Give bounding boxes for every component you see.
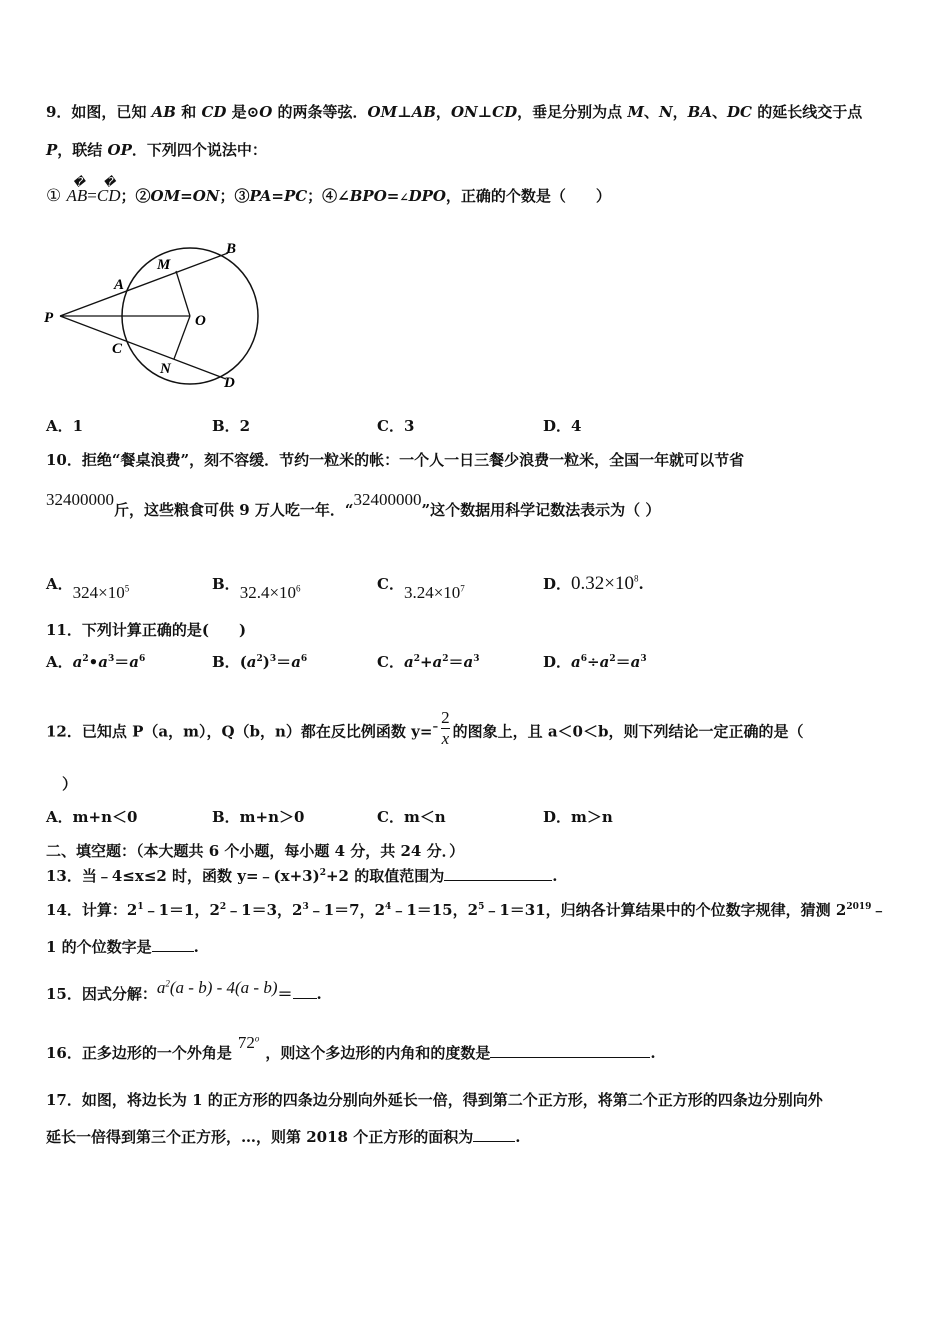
q9-line2: P，联结 OP．下列四个说法中： bbox=[46, 141, 267, 159]
arc-ab: � AB bbox=[66, 175, 88, 205]
q15: 15．因式分解：$a^2(a - b) - 4(a - b)=$ . bbox=[46, 978, 322, 1003]
q9-option-c[interactable]: C．3 bbox=[377, 417, 415, 435]
q12-option-b[interactable]: B．m+n＞0 bbox=[212, 808, 305, 826]
q17-line1: 17．如图，将边长为 1 的正方形的四条边分别向外延长一倍，得到第二个正方形，将第二个正方形的四条边分别向外 bbox=[46, 1091, 823, 1109]
q9-line1: 9．如图，已知 AB 和 CD 是⊙O 的两条等弦．OM⊥AB，ON⊥CD，垂足分别为点 M、N，BA、DC 的延长线交于点 bbox=[46, 103, 863, 121]
q11-option-c[interactable]: C．$a^2+a^2=a^3$ bbox=[377, 653, 480, 671]
q10-option-d[interactable]: D．$0.32\times 10^8$. bbox=[543, 573, 644, 594]
section-2-heading: 二、填空题：（本大题共 6 个小题，每小题 4 分，共 24 分．） bbox=[46, 842, 465, 860]
q11-option-d[interactable]: D．$a^6\div a^2=a^3$ bbox=[543, 653, 647, 671]
line-om bbox=[176, 271, 190, 316]
q14-answer-blank[interactable] bbox=[152, 937, 194, 952]
q9-line3: ① � AB= � CD；②OM=ON；③PA=PC；④∠BPO=∠DPO，正确的个数是（ ） bbox=[46, 175, 611, 205]
q10-line1: 10．拒绝“餐桌浪费”，刻不容缓．节约一粒米的帐：一个人一日三餐少浪费一粒米，全国一年就可以节省 bbox=[46, 451, 745, 469]
q14-line2: 1 的个位数字是 . bbox=[46, 938, 199, 956]
q16: 16．正多边形的一个外角是72$^o$，则这个多边形的内角和的度数是 . bbox=[46, 1033, 656, 1062]
label-a: A bbox=[114, 277, 125, 293]
q11-option-b[interactable]: B．$(a^2)^3=a^6$ bbox=[212, 653, 308, 671]
label-c: C bbox=[112, 341, 123, 357]
q12-option-a[interactable]: A．m+n＜0 bbox=[46, 808, 138, 826]
fraction-2-over-x: $\frac{2}{x}$ bbox=[441, 708, 450, 748]
q17-answer-blank[interactable] bbox=[473, 1127, 515, 1142]
q13: 13．当﹣4≤x≤2 时，函数 $y=﹣(x+3)^2+2$ 的取值范围为 . bbox=[46, 867, 558, 885]
q17-line2: 延长一倍得到第三个正方形，…，则第 2018 个正方形的面积为 . bbox=[46, 1128, 521, 1146]
q9-option-b[interactable]: B．2 bbox=[212, 417, 251, 435]
q9-option-d[interactable]: D．4 bbox=[543, 417, 582, 435]
q15-answer-blank[interactable] bbox=[293, 984, 317, 999]
q9-option-a[interactable]: A．1 bbox=[46, 417, 84, 435]
q10-option-a[interactable]: A．$324\times 10^5$ bbox=[46, 575, 130, 602]
q14-line1: 14．计算：$2^1﹣1=1$，$2^2﹣1=3$，$2^3﹣1=7$，$2^4﹣1=15$，$2^5﹣1=31$，归纳各计算结果中的个位数字规律，猜测 $2^{2019}﹣$ bbox=[46, 901, 887, 919]
label-m: M bbox=[157, 257, 171, 273]
q12-option-d[interactable]: D．m＞n bbox=[543, 808, 613, 826]
label-d: D bbox=[224, 375, 235, 391]
q12-stem: 12．已知点 P（a，m），Q（b，n）都在反比例函数 y=- $\frac{2}{x}$ 的图象上，且 a＜0＜b，则下列结论一定正确的是（ bbox=[46, 708, 804, 748]
line-pb bbox=[60, 253, 228, 316]
q10-option-b[interactable]: B．$32.4\times 10^6$ bbox=[212, 575, 301, 602]
label-b: B bbox=[226, 241, 237, 257]
q12-close-paren: ） bbox=[62, 775, 78, 793]
q13-answer-blank[interactable] bbox=[444, 866, 552, 881]
arc-cd: � CD bbox=[96, 175, 121, 205]
q11-option-a[interactable]: A．$a^2•a^3=a^6$ bbox=[46, 653, 146, 671]
label-o: O bbox=[195, 313, 206, 329]
q10-line2: 32400000斤，这些粮食可供 9 万人吃一年．“32400000”这个数据用科学记数法表示为（ ） bbox=[46, 490, 661, 519]
q9-circle-figure bbox=[40, 235, 280, 395]
line-on bbox=[174, 316, 190, 359]
label-n: N bbox=[160, 361, 171, 377]
q11-stem: 11．下列计算正确的是( ) bbox=[46, 621, 247, 639]
q10-option-c[interactable]: C．$3.24\times 10^7$ bbox=[377, 575, 465, 602]
label-p: P bbox=[44, 310, 54, 326]
q16-answer-blank[interactable] bbox=[490, 1043, 650, 1058]
q12-option-c[interactable]: C．m＜n bbox=[377, 808, 446, 826]
